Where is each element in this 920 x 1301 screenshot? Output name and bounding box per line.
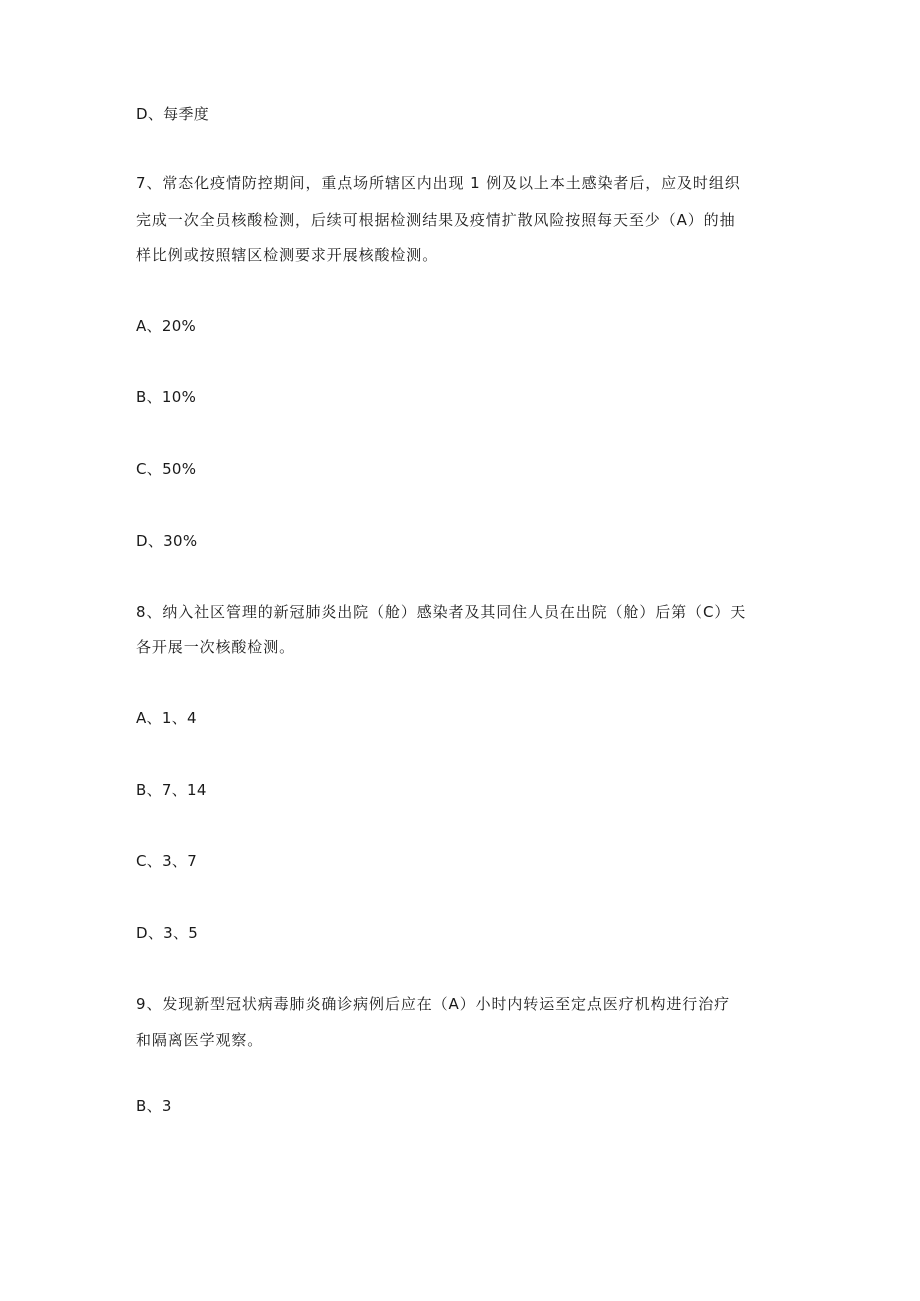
- q8-option-c: C、3、7: [136, 852, 198, 870]
- question-8-line-2: 各开展一次核酸检测。: [136, 638, 296, 656]
- question-8-line-1: 8、纳入社区管理的新冠肺炎出院（舱）感染者及其同住人员在出院（舱）后第（C）天: [136, 603, 747, 621]
- q7-option-d: D、30%: [136, 532, 198, 550]
- q9-option-b: B、3: [136, 1097, 172, 1115]
- question-7-line-2: 完成一次全员核酸检测，后续可根据检测结果及疫情扩散风险按照每天至少（A）的抽: [136, 211, 736, 229]
- question-9-line-2: 和隔离医学观察。: [136, 1031, 264, 1049]
- q8-option-a: A、1、4: [136, 709, 197, 727]
- q7-option-b: B、10%: [136, 388, 197, 406]
- q7-option-c: C、50%: [136, 460, 197, 478]
- question-9-line-1: 9、发现新型冠状病毒肺炎确诊病例后应在（A）小时内转运至定点医疗机构进行治疗: [136, 995, 731, 1013]
- q8-option-d: D、3、5: [136, 924, 199, 942]
- question-7-line-3: 样比例或按照辖区检测要求开展核酸检测。: [136, 246, 439, 264]
- question-7-line-1: 7、常态化疫情防控期间，重点场所辖区内出现 1 例及以上本土感染者后，应及时组织: [136, 174, 741, 192]
- q8-option-b: B、7、14: [136, 781, 207, 799]
- q7-option-a: A、20%: [136, 317, 197, 335]
- option-d-q6: D、每季度: [136, 105, 210, 123]
